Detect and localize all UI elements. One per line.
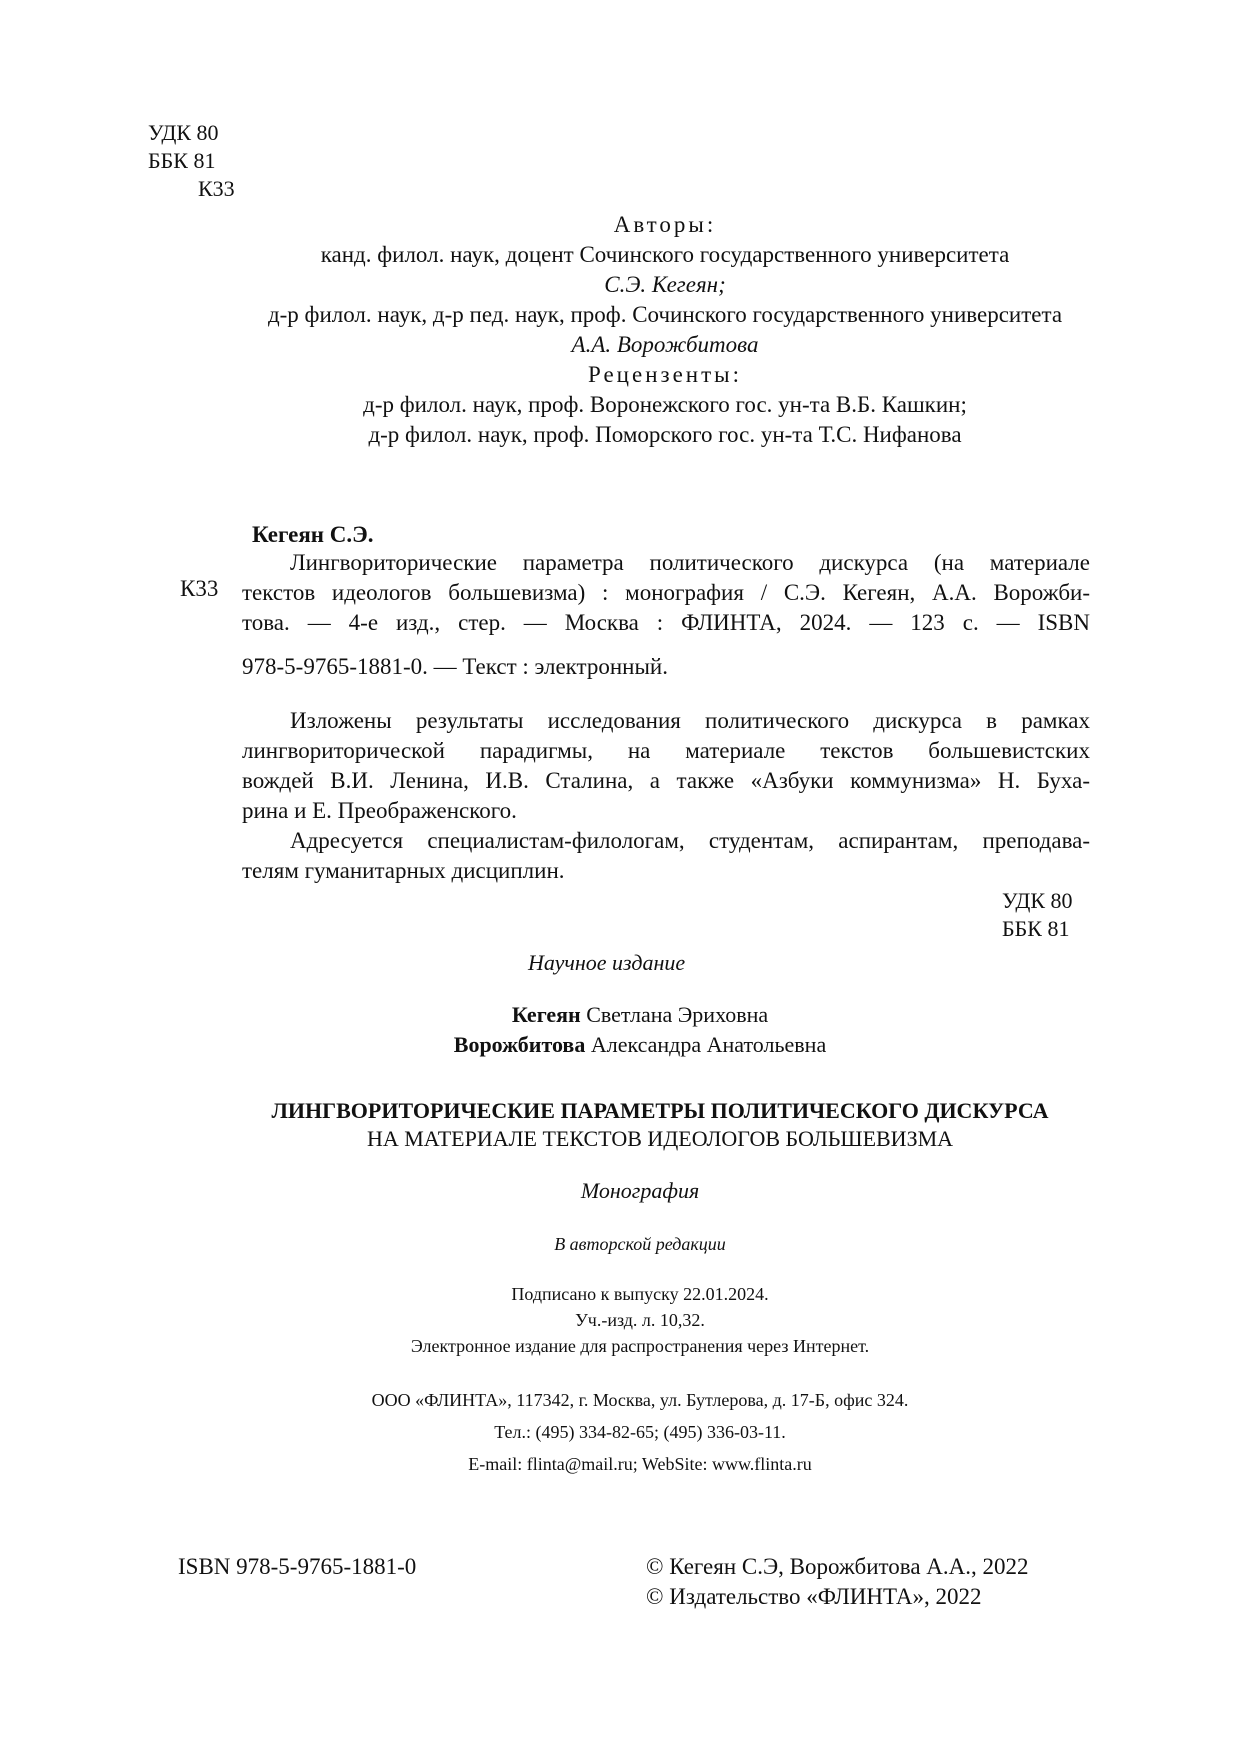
annotation-line: вождей В.И. Ленина, И.В. Сталина, а также «Азбуки коммунизма» Н. Буха- (242, 768, 1090, 793)
author2-given: Александра Анатольевна (590, 1032, 827, 1057)
author2-surname: Ворожбитова (453, 1032, 586, 1057)
reviewer1: д-р филол. наук, проф. Воронежского гос. ун-та В.Б. Кашкин; (363, 392, 967, 417)
edition-type: Научное издание (528, 950, 686, 975)
annotation-line: Изложены результаты исследования политического дискурса в рамках (290, 708, 1090, 733)
author1-position: канд. филол. наук, доцент Сочинского государственного университета (320, 242, 1010, 267)
bibliography-line: това. — 4-е изд., стер. — Москва : ФЛИНТА, 2024. — 123 с. — ISBN (242, 610, 1090, 635)
bibliography-author-mark: К33 (180, 576, 219, 601)
publisher-sheets: Уч.-изд. л. 10,32. (575, 1310, 705, 1330)
isbn: ISBN 978-5-9765-1881-0 (178, 1554, 417, 1579)
publisher-contacts: E-mail: flinta@mail.ru; WebSite: www.flinta.ru (468, 1454, 812, 1474)
annotation-line: рина и Е. Преображенского. (242, 798, 517, 823)
reviewers-heading: Рецензенты: (587, 362, 743, 387)
publisher-phone: Тел.: (495) 334-82-65; (495) 336-03-11. (494, 1422, 786, 1442)
bibliography-line: текстов идеологов большевизма) : монография / С.Э. Кегеян, А.А. Ворожби- (242, 580, 1090, 605)
annotation-line: телям гуманитарных дисциплин. (242, 858, 565, 883)
bibliography-isbn-line: 978-5-9765-1881-0. — Текст : электронный. (242, 654, 668, 679)
bbk-code: ББК 81 (148, 148, 216, 173)
author2-name: А.А. Ворожбитова (571, 332, 759, 357)
book-title: ЛИНГВОРИТОРИЧЕСКИЕ ПАРАМЕТРЫ ПОЛИТИЧЕСКОГО ДИСКУРСА (271, 1098, 1049, 1123)
bibliography-author: Кегеян С.Э. (252, 522, 374, 547)
author1-name: С.Э. Кегеян; (604, 272, 726, 297)
imprint-author1 (360, 1000, 920, 1029)
author-mark: К33 (198, 176, 235, 201)
annotation-udk: УДК 80 (1002, 888, 1073, 913)
editorial-note: В авторской редакции (554, 1234, 726, 1254)
signed-date: Подписано к выпуску 22.01.2024. (511, 1284, 769, 1304)
author1-surname: Кегеян (511, 1002, 581, 1027)
reviewer2: д-р филол. наук, проф. Поморского гос. ун-та Т.С. Нифанова (368, 422, 962, 447)
imprint-author2 (360, 1030, 920, 1059)
authors-heading: Авторы: (613, 212, 717, 237)
publisher-address: ООО «ФЛИНТА», 117342, г. Москва, ул. Бутлерова, д. 17-Б, офис 324. (371, 1390, 909, 1410)
bibliography-line: Лингвориторические параметра политического дискурса (на материале (290, 550, 1090, 575)
annotation-line: Адресуется специалистам-филологам, студентам, аспирантам, преподава- (290, 828, 1090, 853)
author1-given: Светлана Эриховна (586, 1002, 769, 1027)
book-genre: Монография (580, 1178, 700, 1203)
copyright-publisher: © Издательство «ФЛИНТА», 2022 (646, 1584, 982, 1609)
copyright-authors: © Кегеян С.Э, Ворожбитова А.А., 2022 (646, 1554, 1029, 1579)
distribution-note: Электронное издание для распространения через Интернет. (410, 1336, 870, 1356)
annotation-line: лингвориторической парадигмы, на материале текстов большевистских (242, 738, 1090, 763)
author2-position: д-р филол. наук, д-р пед. наук, проф. Сочинского государственного университета (267, 302, 1063, 327)
udk-code: УДК 80 (148, 120, 219, 145)
book-subtitle: НА МАТЕРИАЛЕ ТЕКСТОВ ИДЕОЛОГОВ БОЛЬШЕВИЗМА (366, 1126, 954, 1151)
annotation-bbk: ББК 81 (1002, 916, 1070, 941)
